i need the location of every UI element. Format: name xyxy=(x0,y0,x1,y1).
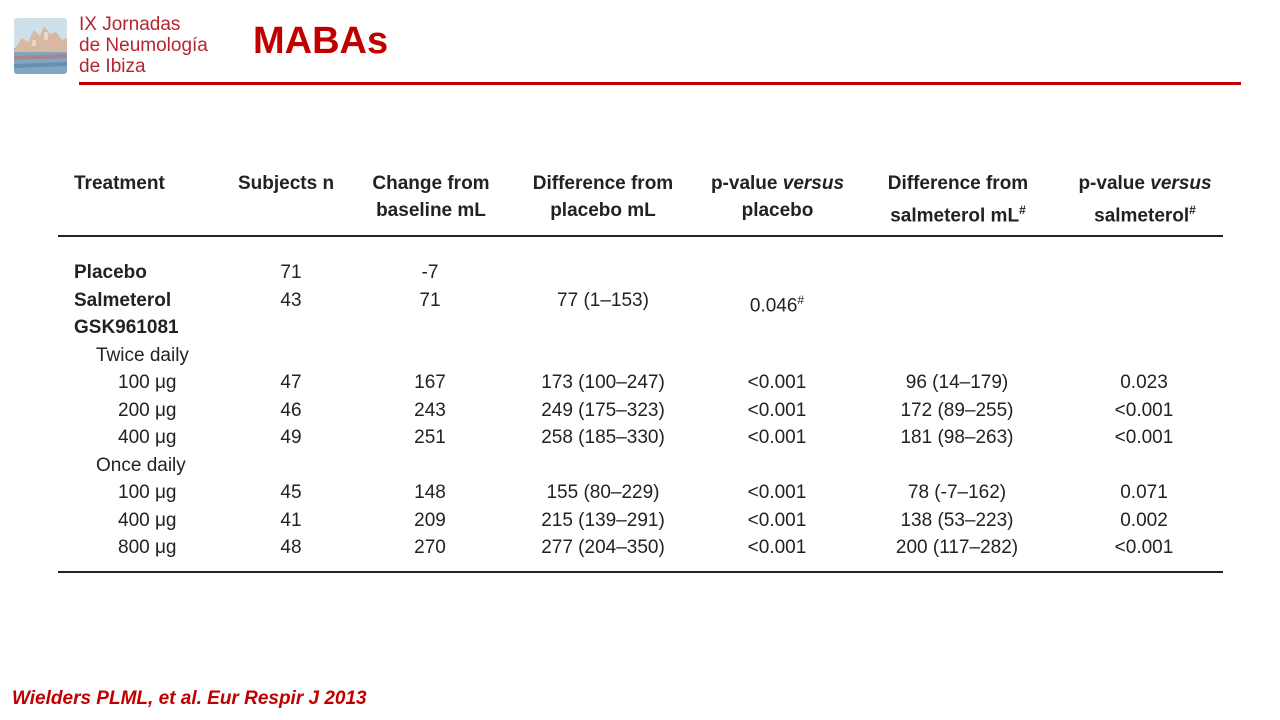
column-header-text: Difference from xyxy=(532,173,674,194)
cell-value: 48 xyxy=(280,537,302,558)
column-header-text: baseline mL xyxy=(376,200,486,221)
column-header-text: Change from xyxy=(372,173,490,194)
table-cell-diff-salm xyxy=(908,479,1006,506)
table-cell-n xyxy=(280,534,301,561)
cell-value: <0.001 xyxy=(747,427,807,448)
table-cell-p-placebo xyxy=(748,507,807,534)
table-cell-p-placebo xyxy=(748,479,807,506)
cell-value: <0.001 xyxy=(747,537,807,558)
cell-value: 172 (89–255) xyxy=(900,399,1014,421)
column-header-diff-salmeterol xyxy=(872,170,1044,229)
table-cell-change xyxy=(414,424,446,451)
table-cell-diff-salm xyxy=(900,424,1013,451)
cell-value: 138 (53–223) xyxy=(900,509,1014,531)
column-header-text: Difference from xyxy=(887,173,1029,194)
table-cell-diff-placebo xyxy=(541,424,665,451)
cell-value: <0.001 xyxy=(747,509,807,531)
column-header-change xyxy=(366,170,496,224)
table-cell-diff-salm xyxy=(906,369,1008,396)
column-header-p-placebo xyxy=(700,170,855,224)
cell-value: 49 xyxy=(280,427,302,448)
cell-value: 215 (139–291) xyxy=(541,509,665,531)
logo-line-1: IX Jornadas xyxy=(79,14,181,35)
cell-value: <0.001 xyxy=(1114,399,1174,421)
table-cell-n xyxy=(280,259,301,286)
column-header-emphasis: versus xyxy=(782,173,845,194)
column-header-text: placebo xyxy=(741,200,814,221)
cell-value: 167 xyxy=(414,372,446,393)
row-label: 100 μg xyxy=(118,482,177,503)
footnote-marker: # xyxy=(1019,203,1026,217)
row-label: 400 μg xyxy=(118,509,177,531)
cell-value: 200 (117–282) xyxy=(895,537,1019,558)
cell-value: 249 (175–323) xyxy=(541,399,665,421)
cell-value: 41 xyxy=(280,509,302,531)
logo-line-2: de Neumología xyxy=(79,35,208,56)
logo-line-3: de Ibiza xyxy=(79,56,146,77)
header-bottom-rule xyxy=(58,235,1223,237)
column-header-diff-placebo xyxy=(518,170,688,224)
table-cell-n xyxy=(280,479,301,506)
table-cell-p-placebo xyxy=(748,369,807,396)
column-header-treatment xyxy=(74,170,165,197)
table-cell-change xyxy=(422,259,439,286)
footnote-marker: # xyxy=(797,292,805,307)
table-cell-n xyxy=(280,424,301,451)
cell-value: <0.001 xyxy=(1114,537,1174,558)
table-cell-change xyxy=(419,287,440,314)
table-cell-diff-salm xyxy=(900,397,1013,424)
cell-value: 43 xyxy=(280,289,302,311)
row-label: Placebo xyxy=(74,262,147,283)
table-cell-change xyxy=(414,507,446,534)
table-cell-p-placebo xyxy=(748,534,807,561)
table-cell-change xyxy=(414,369,446,396)
cell-value: 46 xyxy=(280,399,302,421)
table-cell-p-salm xyxy=(1120,479,1168,506)
table-cell-change xyxy=(414,397,446,424)
cell-value: 277 (204–350) xyxy=(541,537,665,558)
cell-value: <0.001 xyxy=(1114,427,1174,448)
cell-value: <0.001 xyxy=(747,372,807,393)
cell-value: 0.023 xyxy=(1120,372,1168,393)
table-cell-n xyxy=(280,369,301,396)
cell-value: 181 (98–263) xyxy=(900,427,1014,448)
table-cell-p-placebo xyxy=(748,397,807,424)
row-label: 800 μg xyxy=(118,537,177,558)
table-cell-change xyxy=(414,479,446,506)
slide-title: MABAs xyxy=(253,20,389,62)
table-cell-change xyxy=(414,534,446,561)
table-cell-n xyxy=(280,287,301,314)
column-header-text: Subjects n xyxy=(238,173,335,194)
footnote-marker: # xyxy=(1189,203,1196,217)
column-header-p-salmeterol xyxy=(1064,170,1226,229)
row-label: 100 μg xyxy=(118,372,177,393)
column-header-text: p-value xyxy=(1078,173,1151,194)
cell-value: 71 xyxy=(280,262,302,283)
cell-value: 71 xyxy=(419,289,441,311)
cell-value: 45 xyxy=(280,482,302,503)
column-header-text: Treatment xyxy=(74,173,165,194)
table-cell-p-salm xyxy=(1120,507,1168,534)
column-header-subjects xyxy=(238,170,334,197)
table-cell-diff-placebo xyxy=(541,534,665,561)
table-cell-p-salm xyxy=(1115,424,1174,451)
column-header-text: placebo mL xyxy=(550,200,656,221)
row-label: Salmeterol xyxy=(74,289,172,311)
table-cell-diff-placebo xyxy=(557,287,649,314)
column-header-emphasis: versus xyxy=(1150,173,1212,194)
row-label: Once daily xyxy=(96,454,186,476)
column-header-text: p-value xyxy=(710,173,783,194)
cell-value: 96 (14–179) xyxy=(905,372,1009,393)
row-label: GSK961081 xyxy=(74,317,179,338)
cell-value: 258 (185–330) xyxy=(541,427,665,448)
row-label: 200 μg xyxy=(118,399,177,421)
cell-value: <0.001 xyxy=(747,482,807,503)
table-cell-p-placebo xyxy=(750,287,804,319)
column-header-text: salmeterol xyxy=(1094,205,1190,227)
cell-value: 47 xyxy=(280,372,302,393)
cell-value: 78 (-7–162) xyxy=(907,482,1007,503)
cell-value: 270 xyxy=(414,537,446,558)
row-label: 400 μg xyxy=(118,427,177,448)
cell-value: 209 xyxy=(414,509,446,531)
column-header-text: salmeterol mL xyxy=(890,205,1020,227)
cell-value: -7 xyxy=(421,262,439,283)
cell-value: 0.046 xyxy=(749,294,798,316)
table-cell-p-salm xyxy=(1115,534,1174,561)
cell-value: 173 (100–247) xyxy=(541,372,665,393)
cell-value: 251 xyxy=(414,427,446,448)
table-cell-diff-salm xyxy=(896,534,1018,561)
table-cell-diff-placebo xyxy=(541,369,665,396)
table-cell-n xyxy=(280,397,301,424)
cell-value: 77 (1–153) xyxy=(557,289,649,311)
cell-value: 155 (80–229) xyxy=(546,482,660,503)
cell-value: 243 xyxy=(414,399,446,421)
table-cell-p-salm xyxy=(1120,369,1168,396)
table-bottom-rule xyxy=(58,571,1223,573)
cell-value: 148 xyxy=(414,482,446,503)
table-cell-diff-salm xyxy=(900,507,1013,534)
cell-value: 0.071 xyxy=(1120,482,1168,503)
cell-value: 0.002 xyxy=(1120,509,1168,531)
table-cell-p-placebo xyxy=(748,424,807,451)
table-cell-diff-placebo xyxy=(546,479,659,506)
cell-value: <0.001 xyxy=(747,399,807,421)
table-cell-diff-placebo xyxy=(541,397,665,424)
table-cell-n xyxy=(280,507,301,534)
row-label: Twice daily xyxy=(96,344,189,366)
table-cell-p-salm xyxy=(1115,397,1174,424)
table-cell-diff-placebo xyxy=(541,507,665,534)
citation: Wielders PLML, et al. Eur Respir J 2013 xyxy=(12,688,367,709)
